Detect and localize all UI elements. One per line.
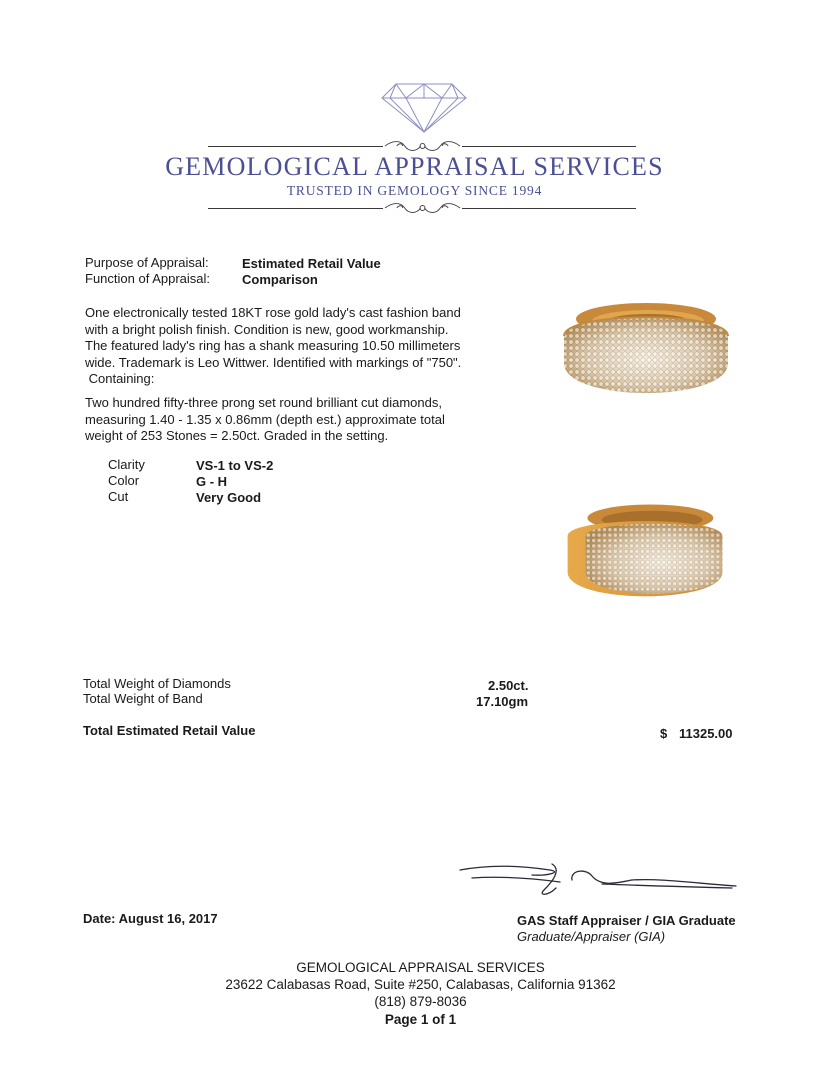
total-retail-value-label: Total Estimated Retail Value	[83, 723, 256, 738]
cut-value: Very Good	[196, 490, 262, 505]
header-top-rule-left	[208, 146, 383, 147]
total-diamond-weight-value: 2.50ct.	[488, 678, 529, 693]
color-label: Color	[108, 473, 140, 488]
description-paragraph-2	[85, 395, 480, 445]
function-value: Comparison	[242, 272, 318, 287]
diamond-logo-icon	[380, 82, 468, 134]
header-bottom-rule-right	[462, 208, 636, 209]
ring-photo-top	[556, 290, 736, 412]
appraiser-subtitle: Graduate/Appraiser (GIA)	[517, 929, 666, 944]
total-diamond-weight-label: Total Weight of Diamonds	[83, 676, 231, 691]
description-line: measuring 1.40 - 1.35 x 0.86mm (depth est.) approximate total	[85, 411, 445, 427]
header-top-rule-right	[462, 146, 636, 147]
description-line: The featured lady's ring has a shank measuring 10.50 millimeters	[85, 338, 461, 353]
description-line: Containing:	[85, 371, 155, 386]
cut-label: Cut	[108, 489, 129, 504]
appraisal-date: Date: August 16, 2017	[83, 911, 218, 926]
clarity-value: VS-1 to VS-2	[196, 458, 274, 473]
description-line: with a bright polish finish. Condition is new, good workmanship.	[85, 321, 449, 337]
footer-phone: (818) 879-8036	[374, 994, 467, 1009]
appraiser-signature	[452, 860, 742, 905]
description-line: Two hundred fifty-three prong set round brilliant cut diamonds,	[85, 395, 442, 410]
color-value: G - H	[196, 474, 228, 489]
description-line: wide. Trademark is Leo Wittwer. Identified with markings of "750".	[85, 354, 462, 370]
company-name: GEMOLOGICAL APPRAISAL SERVICES	[165, 152, 664, 181]
function-label: Function of Appraisal:	[85, 271, 211, 286]
total-band-weight-value: 17.10gm	[476, 694, 529, 709]
description-paragraph-1	[85, 305, 480, 388]
page-number: Page 1 of 1	[384, 1012, 457, 1027]
header-bottom-rule-left	[208, 208, 383, 209]
retail-currency-symbol: $	[660, 726, 668, 741]
purpose-value: Estimated Retail Value	[242, 256, 381, 271]
description-line: weight of 253 Stones = 2.50ct. Graded in the setting.	[85, 428, 389, 443]
appraiser-title: GAS Staff Appraiser / GIA Graduate	[517, 913, 736, 928]
ring-photo-bottom	[554, 500, 736, 608]
company-tagline: TRUSTED IN GEMOLOGY SINCE 1994	[286, 183, 543, 198]
total-band-weight-label: Total Weight of Band	[83, 691, 203, 706]
description-line: One electronically tested 18KT rose gold lady's cast fashion band	[85, 305, 461, 320]
flourish-bottom-icon	[383, 200, 462, 216]
footer-company: GEMOLOGICAL APPRAISAL SERVICES	[296, 960, 545, 975]
total-retail-value: 11325.00	[679, 726, 733, 741]
purpose-label: Purpose of Appraisal:	[85, 255, 209, 270]
clarity-label: Clarity	[108, 457, 145, 472]
footer-address: 23622 Calabasas Road, Suite #250, Calabasas, California 91362	[225, 977, 616, 992]
